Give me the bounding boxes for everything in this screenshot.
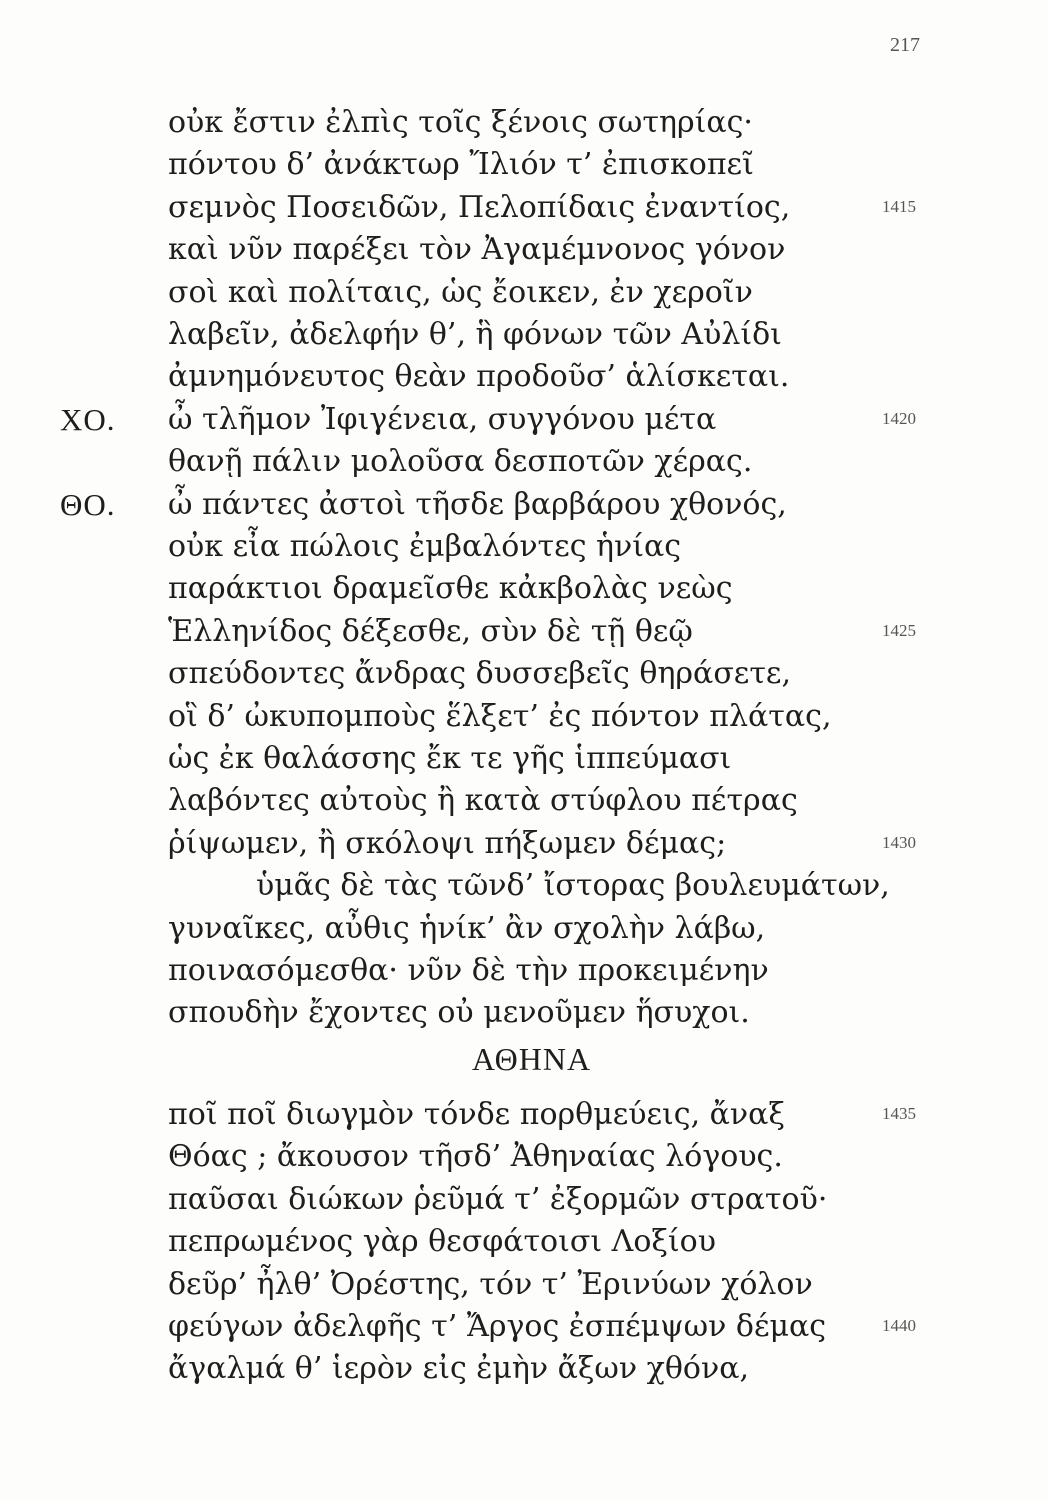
verse-text: καὶ νῦν παρέξει τὸν Ἀγαμέμνονος γόνον — [168, 232, 786, 268]
verse-text: ὦ τλῆμον Ἰφιγένεια, συγγόνου μέτα — [168, 401, 717, 437]
verse-text: ἄγαλμά θ’ ἱερὸν εἰς ἐμὴν ἄξων χθόνα, — [168, 1351, 750, 1387]
line-number: 1425 — [882, 620, 916, 640]
verse-text: ὡς ἐκ θαλάσσης ἔκ τε γῆς ἱππεύμασι — [168, 741, 732, 776]
verse-text: πεπρωμένος γὰρ θεσφάτοισι Λοξίου — [168, 1224, 716, 1260]
verse-text: λαβόντες αὐτοὺς ἢ κατὰ στύφλου πέτρας — [168, 783, 798, 819]
verse-text: ἀμνημόνευτος θεὰν προδοῦσ’ ἁλίσκεται. — [168, 359, 790, 395]
verse-text: παῦσαι διώκων ῥεῦμά τ’ ἐξορμῶν στρατοῦ· — [168, 1181, 828, 1217]
verse-text: ὑμᾶς δὲ τὰς τῶνδ’ ἴστορας βουλευμάτων, — [256, 868, 890, 904]
verse-text: οὐκ εἶα πώλοις ἐμβαλόντες ἡνίας — [168, 529, 682, 564]
verse-line — [0, 988, 1048, 1038]
verse-text: πόντου δ’ ἀνάκτωρ Ἴλιόν τ’ ἐπισκοπεῖ — [168, 147, 754, 183]
verse-text: ῥίψωμεν, ἢ σκόλοψι πήξωμεν δέμας; — [168, 825, 727, 861]
verse-text: σπεύδοντες ἄνδρας δυσσεβεῖς θηράσετε, — [168, 656, 792, 692]
page-number: 217 — [890, 34, 920, 56]
verse-text: σεμνὸς Ποσειδῶν, Πελοπίδαις ἐναντίος, — [168, 189, 791, 225]
verse-text: ὦ πάντες ἀστοὶ τῆσδε βαρβάρου χθονός, — [168, 486, 787, 522]
verse-text: οἳ δ’ ὠκυπομποὺς ἕλξετ’ ἐς πόντον πλάτας, — [168, 698, 832, 734]
verse-text: λαβεῖν, ἀδελφήν θ’, ἣ φόνων τῶν Αὐλίδι — [168, 317, 782, 352]
line-number: 1415 — [882, 196, 916, 216]
line-number: 1435 — [882, 1104, 916, 1123]
verse-text: ποῖ ποῖ διωγμὸν τόνδε πορθμεύεις, ἄναξ — [168, 1097, 785, 1132]
verse-text: ποινασόμεσθα· νῦν δὲ τὴν προκειμένην — [168, 953, 769, 988]
line-number: 1430 — [882, 832, 916, 852]
verse-text: οὐκ ἔστιν ἐλπὶς τοῖς ξένοις σωτηρίας· — [168, 105, 753, 140]
verse-text: Θόας ; ἄκουσον τῆσδ’ Ἀθηναίας λόγους. — [168, 1139, 783, 1175]
section-heading: ΑΘΗΝΑ — [471, 1041, 592, 1077]
verse-text: παράκτιοι δραμεῖσθε κἀκβολὰς νεὼς — [168, 571, 733, 607]
verse-line — [0, 1344, 1048, 1394]
verse-text: φεύγων ἀδελφῆς τ’ Ἄργος ἐσπέμψων δέμας — [168, 1309, 827, 1344]
line-number: 1420 — [882, 408, 916, 428]
verse-text: γυναῖκες, αὖθις ἡνίκ’ ἂν σχολὴν λάβω, — [168, 910, 766, 946]
speaker-label: ΧΟ. — [60, 401, 116, 437]
verse-text: σοὶ καὶ πολίταις, ὡς ἔοικεν, ἐν χεροῖν — [168, 274, 753, 310]
line-number: 1440 — [882, 1316, 916, 1335]
speaker-label: ΘΟ. — [60, 486, 116, 522]
verse-text: Ἑλληνίδος δέξεσθε, σὺν δὲ τῇ θεῷ — [168, 613, 693, 649]
verse-text: θανῇ πάλιν μολοῦσα δεσποτῶν χέρας. — [168, 444, 753, 480]
verse-text: δεῦρ’ ἦλθ’ Ὀρέστης, τόν τ’ Ἐρινύων χόλον — [168, 1266, 813, 1302]
verse-text: σπουδὴν ἔχοντες οὐ μενοῦμεν ἥσυχοι. — [168, 995, 750, 1031]
